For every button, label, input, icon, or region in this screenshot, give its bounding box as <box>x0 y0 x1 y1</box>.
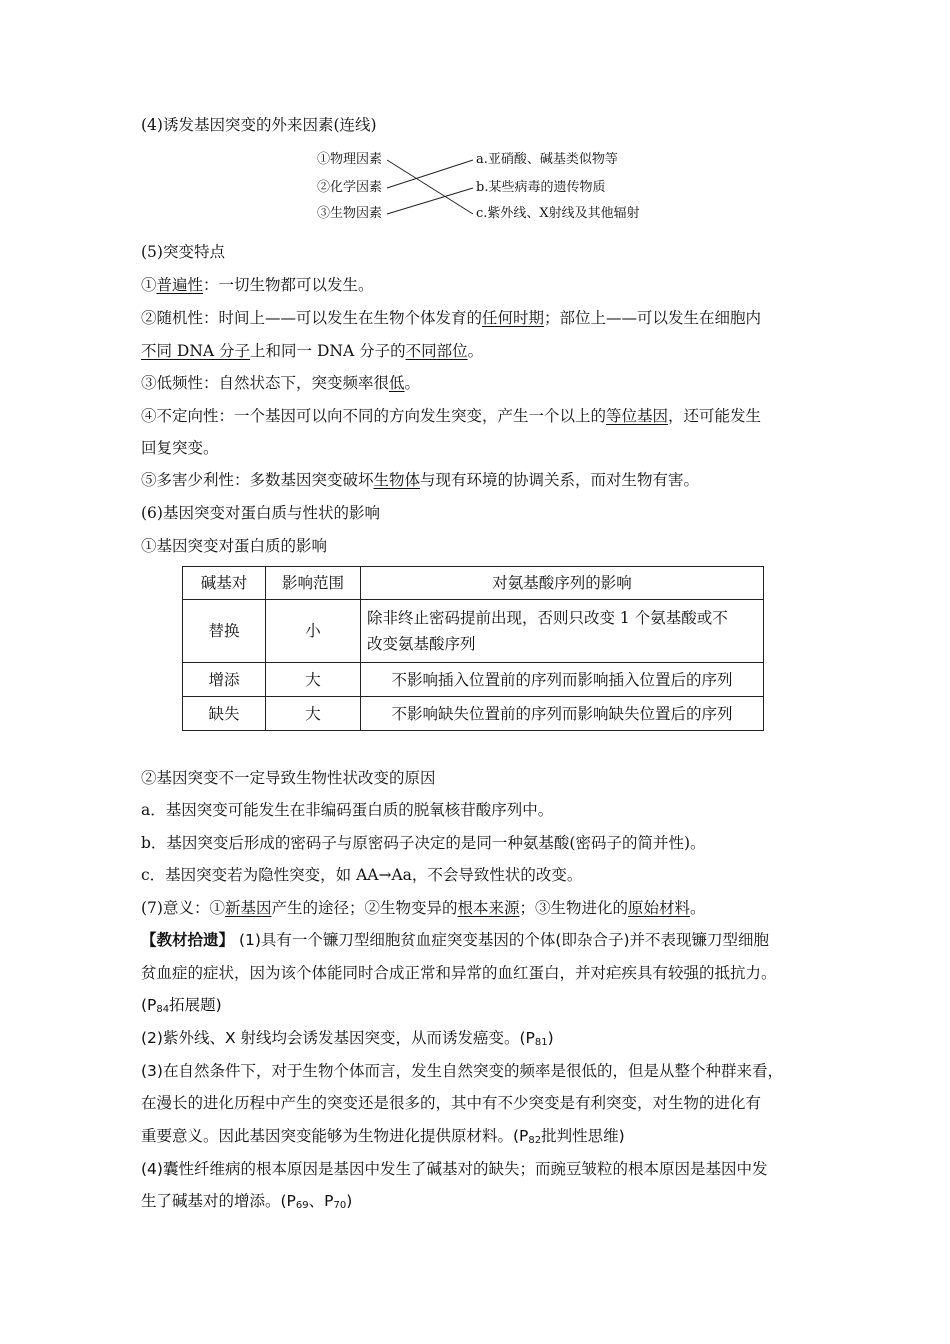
reason-c: c．基因突变若为隐性突变，如 AA→Aa，不会导致性状的改变。 <box>141 866 583 884</box>
table-cell: 不影响插入位置前的序列而影响插入位置后的序列 <box>361 663 764 697</box>
table-cell: 缺失 <box>183 697 266 731</box>
trait-low-frequency: ③低频性：自然状态下，突变频率很低。 <box>141 374 421 392</box>
section6-sub2: ②基因突变不一定导致生物性状改变的原因 <box>141 769 436 787</box>
trait-randomness-cont: 不同 DNA 分子上和同一 DNA 分子的不同部位。 <box>141 342 484 360</box>
trait-mostly-harmful: ⑤多害少利性：多数基因突变破坏生物体与现有环境的协调关系，而对生物有害。 <box>141 471 700 489</box>
table-cell: 大 <box>266 697 361 731</box>
factor-physical: ①物理因素 <box>317 152 383 167</box>
mutation-effect-table <box>182 566 764 731</box>
matching-diagram <box>315 148 655 230</box>
reason-a: a．基因突变可能发生在非编码蛋白质的脱氧核苷酸序列中。 <box>141 801 554 819</box>
trait-universality: ①普遍性：一切生物都可以发生。 <box>141 276 374 294</box>
reason-b: b．基因突变后形成的密码子与原密码子决定的是同一种氨基酸(密码子的简并性)。 <box>141 834 706 852</box>
table-cell: 大 <box>266 663 361 697</box>
option-a: a.亚硝酸、碱基类似物等 <box>476 152 618 167</box>
section6-sub1: ①基因突变对蛋白质的影响 <box>141 537 328 555</box>
section4-heading: (4)诱发基因突变的外来因素(连线) <box>141 116 377 134</box>
table-cell: 小 <box>266 600 361 663</box>
table-cell: 不影响缺失位置前的序列而影响缺失位置后的序列 <box>361 697 764 731</box>
table-cell: 增添 <box>183 663 266 697</box>
trait-nondirectional: ④不定向性：一个基因可以向不同的方向发生突变，产生一个以上的等位基因，还可能发生 <box>141 407 762 425</box>
header-cell: 对氨基酸序列的影响 <box>361 567 764 600</box>
textbook-note-3: (3)在自然条件下，对于生物个体而言，发生自然突变的频率是很低的，但是从整个种群来看， <box>141 1062 783 1080</box>
header-cell: 碱基对 <box>183 567 266 600</box>
trait-randomness: ②随机性：时间上——可以发生在生物个体发育的任何时期；部位上——可以发生在细胞内 <box>141 309 762 327</box>
textbook-note-1-ref: ($P_{84}$拓展题) <box>141 996 222 1015</box>
textbook-note-3-ref: 重要意义。因此基因突变能够为生物进化提供原材料。($P_{82}$批判性思维) <box>141 1127 625 1146</box>
trait-nondirectional-cont: 回复突变。 <box>141 439 219 457</box>
textbook-note-tag: 【教材拾遗】 <box>141 931 235 949</box>
table-row <box>183 600 764 663</box>
textbook-note-3-cont: 在漫长的进化历程中产生的突变还是很多的，其中有不少突变是有利突变，对生物的进化有 <box>141 1094 762 1112</box>
section6-heading: (6)基因突变对蛋白质与性状的影响 <box>141 504 380 522</box>
section5-heading: (5)突变特点 <box>141 243 225 261</box>
option-b: b.某些病毒的遗传物质 <box>476 180 606 195</box>
header-cell: 影响范围 <box>266 567 361 600</box>
option-c: c.紫外线、X射线及其他辐射 <box>476 206 640 221</box>
table-cell: 除非终止密码提前出现，否则只改变 1 个氨基酸或不 改变氨基酸序列 <box>361 600 764 663</box>
table-row <box>183 697 764 731</box>
factor-chemical: ②化学因素 <box>317 180 383 195</box>
textbook-note-4-cont: 生了碱基对的增添。($P_{69}$、$P_{70}$) <box>141 1192 353 1211</box>
section7-significance: (7)意义：①新基因产生的途径；②生物变异的根本来源；③生物进化的原始材料。 <box>141 899 706 917</box>
table-header-row <box>183 567 764 600</box>
textbook-note-2: (2)紫外线、X 射线均会诱发基因突变，从而诱发癌变。$(P_{81})$ <box>141 1029 554 1048</box>
factor-biological: ③生物因素 <box>317 206 383 221</box>
textbook-note-1: 【教材拾遗】 (1)具有一个镰刀型细胞贫血症突变基因的个体(即杂合子)并不表现镰刀型细胞 <box>141 931 770 949</box>
textbook-note-1-cont: 贫血症的症状，因为该个体能同时合成正常和异常的血红蛋白，并对疟疾具有较强的抵抗力。 <box>141 964 777 982</box>
textbook-note-4: (4)囊性纤维病的根本原因是基因中发生了碱基对的缺失；而豌豆皱粒的根本原因是基因中发 <box>141 1160 768 1178</box>
table-row <box>183 663 764 697</box>
table-cell: 替换 <box>183 600 266 663</box>
